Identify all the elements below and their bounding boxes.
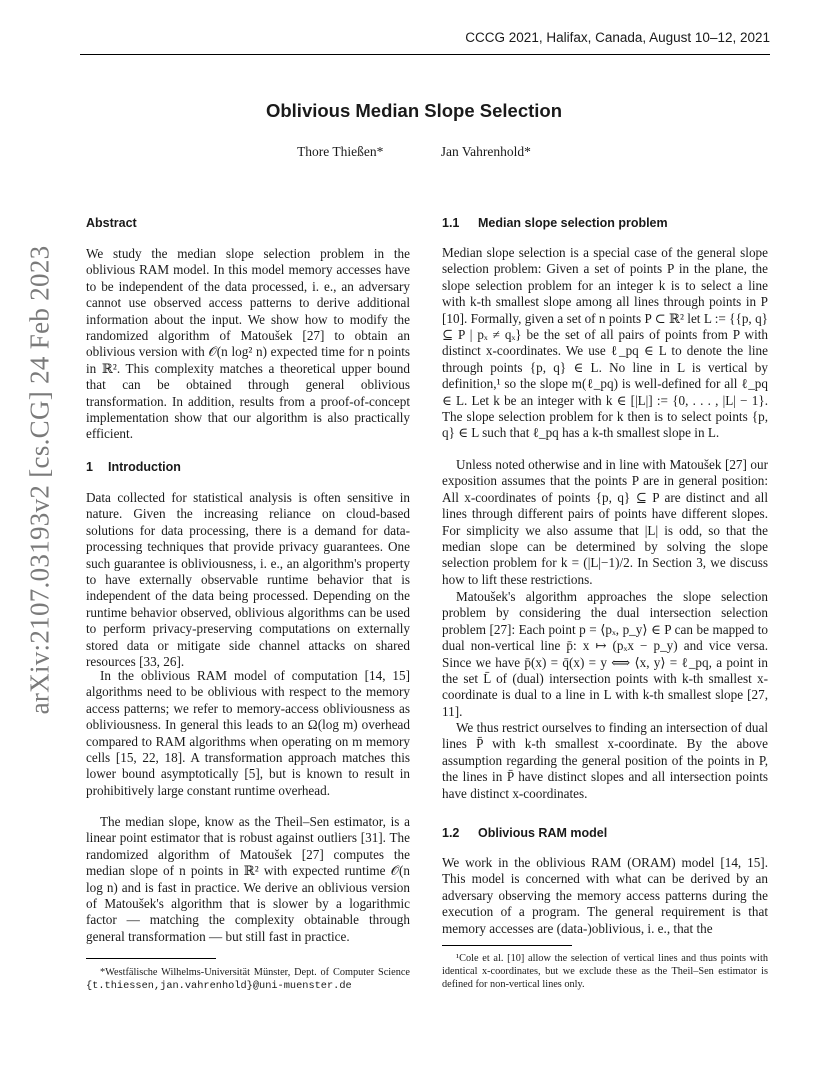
paper-title: Oblivious Median Slope Selection xyxy=(265,100,563,121)
running-header xyxy=(80,28,770,55)
author-1: Thore Thießen* xyxy=(297,144,384,159)
section-1-1-number: 1.1 xyxy=(442,216,460,230)
author-list xyxy=(0,144,828,160)
section-1-1-paragraph-4: We thus restrict ourselves to finding an intersection of dual lines P̄ with k-th smallest x-coordinate. By the above assumption regarding the general position of the points in P, the lines in P̄ have distinct slopes and all intersection points have distinct x-coordinates. xyxy=(442,720,768,801)
intro-paragraph-2: In the oblivious RAM model of computation [14, 15] algorithms need to be oblivious with respect to the memory access patterns; we refer to memory-access obliviousness as obliviousness. In general this leads to an Ω(log m) overhead compared to RAM algorithms when operating on m memory cells [15, 22, 18]. A transformation approach matches this lower bound asymptotically [5], but is known to result in prohibitively large constant runtime overhead. xyxy=(86,668,410,798)
section-1-number: 1 xyxy=(86,460,93,474)
intro-paragraph-1: Data collected for statistical analysis is often sensitive in nature. Given the increasing reliance on cloud-based solutions for data processing, there is a demand for data-processing techniques that provide privacy guarantees. One such guarantee is obliviousness, i. e., an algorithm's property to have externally observable runtime behavior that is independent of the data being processed. Depending on the runtime behavior observed, oblivious algorithms can be used to perform privacy-preserving computations on externally stored data or mitigate side channel attacks on shared resources [33, 26]. xyxy=(86,490,410,670)
affiliation-text: *Westfälische Wilhelms-Universität Münster, Dept. of Computer Science xyxy=(100,967,410,978)
affiliation-footnote xyxy=(86,966,410,993)
footnote-rule-right xyxy=(442,945,572,946)
section-1-title: Introduction xyxy=(108,460,181,474)
footnote-1: ¹Cole et al. [10] allow the selection of vertical lines and thus points with identical x-coordinates, but we exclude these as the Theil–Sen estimator is defined for non-vertical lines only. xyxy=(442,953,768,990)
section-1-heading xyxy=(86,460,181,474)
section-1-2-number: 1.2 xyxy=(442,826,460,840)
author-2: Jan Vahrenhold* xyxy=(440,144,531,159)
footnote-rule xyxy=(86,958,216,959)
abstract-text: We study the median slope selection problem in the oblivious RAM model. In this model memory accesses have to be independent of the data processed, i. e., an adversary cannot use observed access patterns to derive additional information about the input. We show how to modify the randomized algorithm of Matoušek [27] to obtain an oblivious version with 𝒪(n log² n) expected time for n points in ℝ². This complexity matches a theoretical upper bound that can be obtained through general oblivious transformation. In addition, results from a proof-of-concept implementation show that our algorithm is also practically efficient. xyxy=(86,246,410,442)
section-1-2-heading xyxy=(442,826,607,840)
section-1-2-paragraph-1: We work in the oblivious RAM (ORAM) model [14, 15]. This model is concerned with what can be derived by an adversary observing the memory access patterns during the execution of a program. The general requirement is that memory accesses are (data-)oblivious, i. e., that the xyxy=(442,855,768,936)
intro-paragraph-3: The median slope, know as the Theil–Sen estimator, is a linear point estimator that is robust against outliers [31]. The randomized algorithm of Matoušek [27] computes the median slope of n points in ℝ² with expected runtime 𝒪(n log n) and is fast in practice. We derive an oblivious version of Matoušek's algorithm that is slower by a logarithmic factor — matching the complexity obtainable through general transformation — but still fast in practice. xyxy=(86,814,410,944)
conference-venue: CCCG 2021, Halifax, Canada, August 10–12, 2021 xyxy=(465,30,770,45)
section-1-1-paragraph-3: Matoušek's algorithm approaches the slope selection problem by considering the dual intersection selection problem [27]: Each point p = ⟨pₓ, p_y⟩ ∈ P can be mapped to dual non-vertical line p̄: x ↦ (pₓx − p_y) and vice versa. Since we have p̄(x) = q̄(x) = y ⟺ ⟨x, y⟩ = ℓ_pq, a point in the set L̄ of (dual) intersection points with k-th smallest x-coordinate is dual to a line in L with k-th smallest slope [27, 11]. xyxy=(442,589,768,719)
section-1-1-paragraph-1: Median slope selection is a special case of the general slope selection problem: Given a set of points P in the plane, the slope selection problem for an integer k is to select a line with k-th smallest slope among all lines through points in P [10]. Formally, given a set of n points P ⊂ ℝ² let L := {{p, q} ⊆ P | pₓ ≠ qₓ} be the set of all pairs of points from P with distinct x-coordinates. We use ℓ_pq ∈ L to denote the line through points {p, q} ∈ L. No line in L is vertical by definition,¹ so the slope m(ℓ_pq) is well-defined for all ℓ_pq ∈ L. Let k be an integer with k ∈ [|L|] := {0, . . . , |L| − 1}. The slope selection problem for k then is to select points {p, q} ∈ L such that ℓ_pq has a k-th smallest slope in L. xyxy=(442,245,768,441)
section-1-1-paragraph-2: Unless noted otherwise and in line with Matoušek [27] our exposition assumes that the points P are in general position: All x-coordinates of points {p, q} ⊆ P are distinct and all lines through different pairs of points have different slopes. For simplicity we also assume that |L| is odd, so that the median slope can be determined by solving the slope selection problem for k = (|L|−1)/2. In Section 3, we discuss how to lift these restrictions. xyxy=(442,457,768,587)
section-1-1-title: Median slope selection problem xyxy=(478,216,668,230)
abstract-heading: Abstract xyxy=(86,216,137,230)
arxiv-identifier: arXiv:2107.03193v2 [cs.CG] 24 Feb 2023 xyxy=(24,245,55,715)
section-1-2-title: Oblivious RAM model xyxy=(478,826,608,840)
author-email: {t.thiessen,jan.vahrenhold}@uni-muenster.de xyxy=(86,980,352,992)
section-1-1-heading xyxy=(442,216,668,230)
arxiv-stamp xyxy=(18,245,62,715)
